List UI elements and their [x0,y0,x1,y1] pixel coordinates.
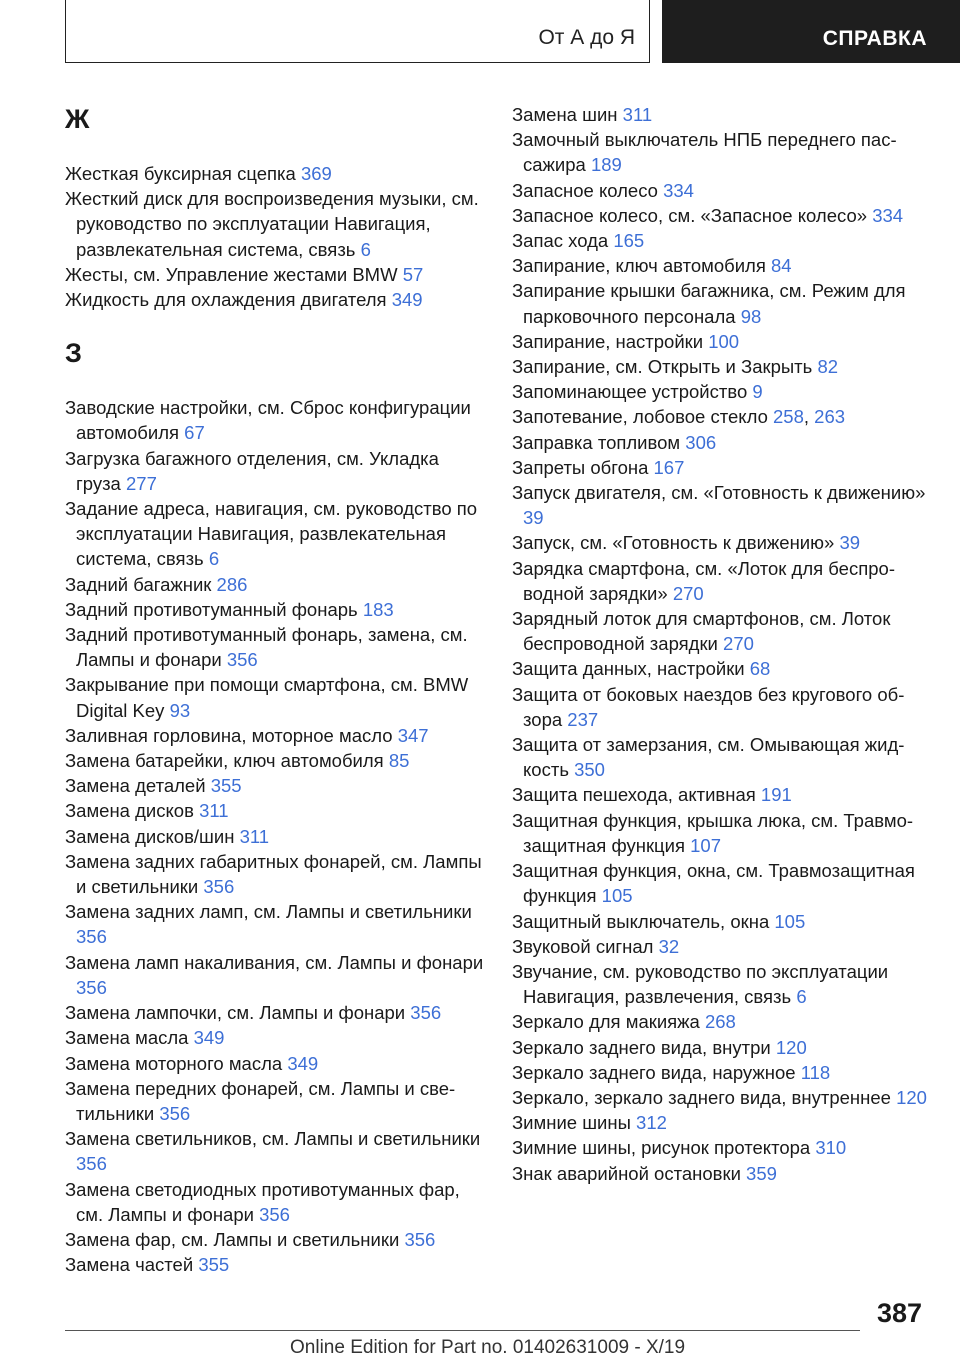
index-entry [65,161,485,186]
index-entry-text: Зимние шины [512,1112,631,1134]
index-entry-text: Защита данных, настройки [512,658,745,680]
index-entry-text: Защитный выключатель, окна [512,910,770,932]
page-reference-link[interactable]: 237 [567,708,599,730]
index-entry [512,1135,932,1160]
index-entry [512,656,932,681]
page-number: 387 [876,1298,922,1328]
page-reference-link[interactable]: 105 [601,885,633,907]
index-entry [65,496,485,572]
index-column-left [65,102,485,1277]
page-reference-link[interactable]: 32 [658,935,680,957]
page-reference-link[interactable]: 277 [126,472,157,494]
page-reference-link[interactable]: 355 [198,1254,230,1276]
index-entry [65,1025,485,1050]
index-entry [65,849,485,899]
index-entry-text: Замена светильников, см. Лампы и светильники [65,1128,481,1150]
index-entry-text: Заправка топливом [512,431,681,453]
page-reference-link[interactable]: 356 [76,976,107,998]
index-entry [512,1060,932,1085]
index-entry-text: Запирание, см. Открыть и Закрыть [512,356,813,378]
page-reference-link[interactable]: 306 [685,431,717,453]
index-entry [512,732,932,782]
page-reference-link[interactable]: 120 [775,1036,807,1058]
page-reference-link[interactable]: 334 [663,179,694,201]
page-reference-link[interactable]: 67 [184,422,205,444]
index-entry [512,858,932,908]
index-entry [65,798,485,823]
index-entry-text: Замена лампочки, см. Лампы и фонари [65,1002,406,1024]
index-entry-text: Заливная горловина, моторное масло [65,724,393,746]
page-reference-link[interactable]: 93 [169,699,191,721]
index-entry-text: Задний багажник [65,573,212,595]
index-entry [512,909,932,934]
page-reference-link[interactable]: 167 [653,456,685,478]
index-entry [512,329,932,354]
index-entry: Запотевание, лобовое стекло 258, 263 [512,406,846,428]
index-entry-text: Замена деталей [65,775,206,797]
page-reference-link[interactable]: 356 [203,876,235,898]
index-entry [65,446,485,496]
page-reference-link[interactable]: 263 [814,406,846,428]
index-entry [65,1076,485,1126]
index-entry-text: Зарядный лоток для смартфонов, см. Лоток беспроводной зарядки [512,608,891,655]
index-entry [65,622,485,672]
index-entry [512,354,932,379]
index-entry-text: Знак аварийной остановки [512,1162,741,1184]
page-reference-link[interactable]: 349 [287,1052,319,1074]
page-reference-link[interactable]: 9 [752,381,763,403]
index-entry [65,773,485,798]
index-entry-text: Замена батарейки, ключ автомобиля [65,750,384,772]
index-entry-text: Задний противотуманный фонарь [65,598,358,620]
index-entry-text: Замена дисков/шин [65,825,235,847]
page-reference-link[interactable]: 82 [817,356,839,378]
index-entry-text: Замена ламп накаливания, см. Лампы и фонари [65,951,484,973]
index-entry [512,253,932,278]
page-reference-link[interactable]: 68 [749,658,771,680]
index-entry-text: Запирание, ключ автомобиля [512,255,766,277]
index-letter-heading: Ж [65,104,90,134]
index-entry-text: Защита от замерзания, см. Омывающая жидкость [512,734,905,781]
page-reference-link[interactable]: 311 [622,104,653,125]
index-entry-text: Замена частей [65,1254,194,1276]
index-entry [512,480,932,530]
header-section-box [65,0,650,63]
index-entry [512,102,932,127]
index-entry [65,1252,485,1277]
index-entry-text: Замена передних фонарей, см. Лампы и светильники [65,1077,456,1124]
index-entry-text: Зеркало для макияжа [512,1011,700,1033]
index-entry [512,1161,932,1186]
page-reference-link[interactable]: 356 [404,1228,436,1250]
index-entry-text: Звуковой сигнал [512,935,654,957]
footer-edition: Online Edition for Part no. 01402631009 - X/19 [290,1337,686,1358]
page-reference-link[interactable]: 120 [896,1086,927,1108]
index-entry [512,682,932,732]
index-entry [512,379,932,404]
index-entry-text: Замочный выключатель НПБ переднего пассажира [512,129,897,176]
page-reference-link[interactable]: 258 [773,406,804,428]
index-entry [512,203,932,228]
index-entry-text: Запас хода [512,230,609,252]
index-entry-text: Защитная функция, окна, см. Травмозащитная функция [512,860,915,907]
index-entry [65,824,485,849]
index-entry [512,530,932,555]
page-reference-link[interactable]: 39 [523,507,544,529]
page-reference-link[interactable]: 347 [397,724,429,746]
index-entry-text: Запасное колесо [512,179,658,201]
index-entry [65,950,485,1000]
index-entry [65,287,485,312]
page-reference-link[interactable]: 356 [76,1153,107,1175]
index-entry [512,606,932,656]
index-entry [512,430,932,455]
page-reference-link[interactable]: 85 [388,750,410,772]
index-entry [512,782,932,807]
page-reference-link[interactable]: 189 [590,154,622,176]
index-entry-text: Жесты, см. Управление жестами BMW [65,263,398,285]
index-entry [65,723,485,748]
index-entry-text: Замена дисков [65,800,194,822]
index-entry [512,1035,932,1060]
page-reference-link[interactable]: 118 [800,1061,831,1083]
page-reference-link[interactable]: 355 [210,775,242,797]
index-entry-text: Загрузка багажного отделения, см. Укладка груза [65,447,439,494]
index-entry-text: Защита пешехода, активная [512,784,756,806]
index-entry [65,572,485,597]
page-reference-link[interactable]: 57 [402,263,424,285]
index-entry-text: Замена масла [65,1027,189,1049]
header-tab[interactable] [662,0,960,63]
index-entry [65,1177,485,1227]
index-entry [512,455,932,480]
page-reference-link[interactable]: 105 [774,910,806,932]
index-letter-heading: З [65,338,82,369]
index-entry-text: Зеркало, зеркало заднего вида, внутреннее [512,1086,891,1108]
index-entry [512,1110,932,1135]
index-entry [512,278,932,328]
page-reference-link[interactable]: 349 [391,289,423,311]
index-entry-text: Жесткий диск для воспроизведения музыки, см. руководство по эксплуатации Навигация, развлекательная система, связь [65,188,479,260]
page-reference-link[interactable]: 356 [159,1102,191,1124]
index-entry-text: Защита от боковых наездов без кругового обзора [512,683,905,730]
index-entry [65,1000,485,1025]
index-entry-text: Закрывание при помощи смартфона, см. BMW Digital Key [65,674,469,721]
page-reference-link[interactable]: 98 [740,305,762,327]
index-entry [512,127,932,177]
page-reference-link[interactable]: 356 [259,1203,290,1225]
index-entry [512,934,932,959]
index-entry-text: Замена задних ламп, см. Лампы и светильники [65,901,472,923]
page-reference-link[interactable]: 268 [704,1011,736,1033]
section-spacer [65,370,485,395]
page-reference-link[interactable]: 107 [690,834,721,856]
index-entry-text: Жесткая буксирная сцепка [65,163,296,184]
page-reference-link[interactable]: 350 [574,759,605,781]
section-spacer [65,312,485,336]
page-reference-link[interactable]: 270 [723,633,754,655]
index-entry [512,808,932,858]
index-entry [512,228,932,253]
page-reference-link[interactable]: 6 [208,548,220,570]
index-entry-text: Зеркало заднего вида, внутри [512,1036,771,1058]
page-reference-link[interactable]: 39 [839,532,861,554]
page-reference-link[interactable]: 6 [796,986,807,1008]
index-entry [65,1051,485,1076]
page-reference-link[interactable]: 191 [760,784,792,806]
index-entry-text: Защитная функция, крышка люка, см. Травмозащитная функция [512,809,914,856]
index-entry-text: Замена моторного масла [65,1052,283,1074]
index-entry-text: Запирание крышки багажника, см. Режим для парковочного персонала [512,280,906,327]
index-entry [65,1227,485,1252]
index-entry [65,672,485,722]
index-entry-text: Задний противотуманный фонарь, замена, см. Лампы и фонари [65,624,468,671]
index-entry [65,395,485,445]
index-entry-text: Запирание, настройки [512,330,704,352]
index-entry [65,597,485,622]
page-reference-link[interactable]: 334 [872,204,904,226]
index-entry [512,556,932,606]
index-entry-text: Запасное колесо, см. «Запасное колесо» [512,204,868,226]
index-entry-text: Зарядка смартфона, см. «Лоток для беспроводной зарядки» [512,557,895,604]
index-entry-text: Звучание, см. руководство по эксплуатации Навигация, развлечения, связь [512,960,889,1008]
index-entry [512,959,932,1009]
page-reference-link[interactable]: 6 [360,238,371,260]
page-reference-link[interactable]: 100 [708,330,740,352]
index-entry [512,1009,932,1034]
page-reference-link[interactable]: 349 [193,1027,225,1049]
index-entry-text: Зеркало заднего вида, наружное [512,1061,796,1083]
index-entry-text: Замена фар, см. Лампы и светильники [65,1228,400,1250]
index-entry [65,262,485,287]
index-entry-text: Задание адреса, навигация, см. руководство по эксплуатации Навигация, развлекательная система, связь [65,498,478,570]
index-entry [65,1126,485,1176]
page-reference-link[interactable]: 165 [613,230,645,252]
index-entry [512,1085,932,1110]
page-reference-link[interactable]: 311 [239,825,270,847]
page-reference-link[interactable]: 356 [410,1002,442,1024]
page-reference-link[interactable]: 369 [300,163,332,184]
index-entry [65,899,485,949]
page-reference-link[interactable]: 84 [771,255,792,277]
page-reference-link[interactable]: 356 [76,926,107,948]
page-reference-link[interactable]: 286 [216,573,248,595]
page-reference-link[interactable]: 359 [746,1162,777,1184]
page-reference-link[interactable]: 311 [199,800,229,822]
index-entry-text: Запоминающее устройство [512,381,748,403]
index-entry-text: Заводские настройки, см. Сброс конфигурации автомобиля [65,397,471,444]
page-reference-link[interactable]: 356 [226,649,258,671]
index-entry [65,748,485,773]
page-reference-link[interactable]: 270 [672,582,704,604]
header-section-title: От А до Я [538,26,635,49]
page-reference-link[interactable]: 312 [636,1112,667,1134]
index-entry-text: Замена задних габаритных фонарей, см. Лампы и светильники [65,850,482,898]
index-entry-text: Запуск двигателя, см. «Готовность к движению» [512,482,926,504]
index-entry-text: Запреты обгона [512,456,649,478]
index-entry-text: Запотевание, лобовое стекло [512,406,768,428]
page-reference-link[interactable]: 183 [362,598,394,620]
index-entry-text: Замена светодиодных противотуманных фар, см. Лампы и фонари [65,1178,460,1225]
index-entry [512,178,932,203]
index-entry [65,186,485,262]
index-entry-text: Запуск, см. «Готовность к движению» [512,532,835,554]
footer-divider [65,1330,860,1331]
index-entry-text: Зимние шины, рисунок протектора [512,1137,811,1159]
page-reference-link[interactable]: 310 [815,1137,847,1159]
index-entry-text: Замена шин [512,104,618,125]
header-tab-label: СПРАВКА [822,27,927,50]
index-column-right [512,102,932,1186]
section-spacer [65,136,485,161]
index-entry-text: Жидкость для охлаждения двигателя [65,289,387,311]
